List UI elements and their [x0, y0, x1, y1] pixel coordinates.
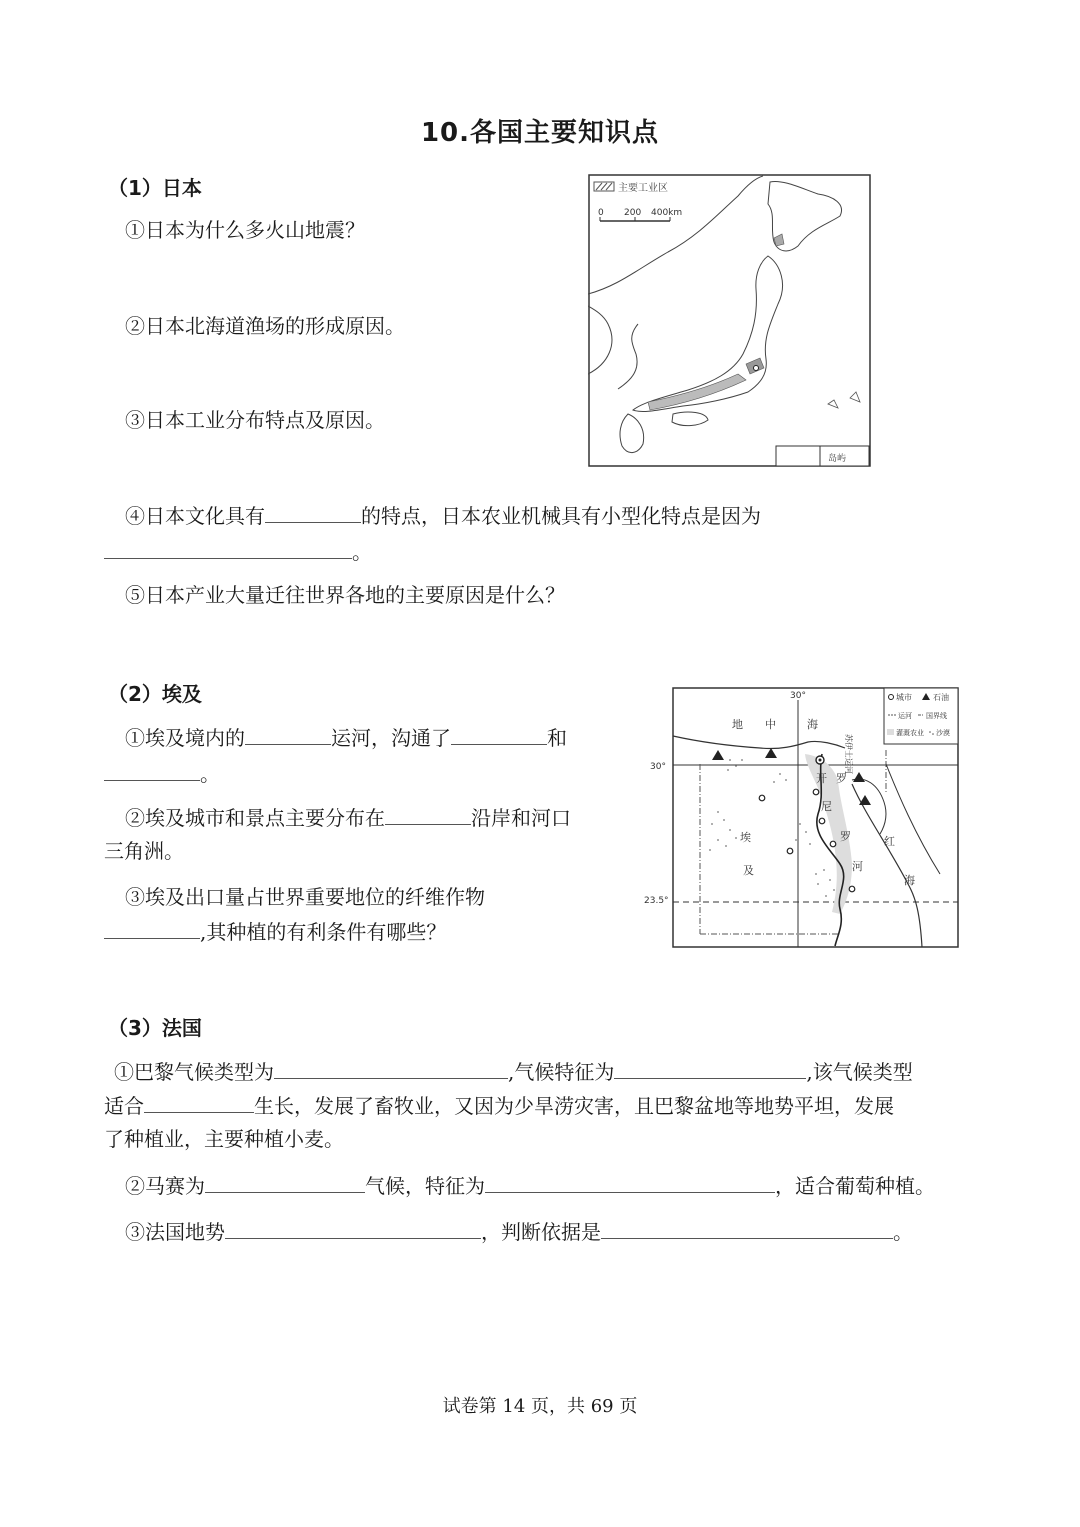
section-heading-egypt: （2）埃及 [108, 682, 202, 706]
legend-canal: 运河 [898, 712, 912, 720]
inset-label: 岛屿 [828, 454, 847, 464]
inset-box [776, 446, 869, 466]
legend-oil: 石油 [933, 693, 949, 702]
answer-blank[interactable] [205, 1170, 365, 1193]
japan-question-2: ②日本北海道渔场的形成原因。 [125, 314, 405, 338]
egypt-q2-text-a: ②埃及城市和景点主要分布在 [125, 806, 385, 830]
river-label-ni: 尼 [821, 800, 832, 813]
japan-q4-text-a: ④日本文化具有 [125, 504, 265, 528]
egypt-question-2-continued: 三角洲。 [104, 839, 184, 863]
answer-blank[interactable] [144, 1090, 254, 1113]
france-q2-text-a: ②马赛为 [125, 1174, 205, 1198]
map-legend [884, 688, 958, 744]
red-sea-label-hai: 海 [904, 874, 915, 887]
latitude-left-label: 30° [650, 762, 666, 772]
answer-blank[interactable] [601, 1216, 893, 1239]
france-question-1-line-3: 了种植业，主要种植小麦。 [104, 1127, 344, 1151]
japan-map [588, 174, 871, 467]
legend-industrial-label: 主要工业区 [618, 183, 668, 194]
answer-blank[interactable] [104, 758, 200, 781]
egypt-question-3-continued [104, 916, 446, 947]
scale-400: 400km [651, 208, 683, 218]
answer-blank[interactable] [104, 916, 200, 939]
sea-label-hai: 海 [807, 718, 818, 731]
france-question-3 [125, 1216, 913, 1247]
answer-blank[interactable] [265, 500, 361, 523]
legend-irrigation: 灌溉农业 [896, 729, 924, 737]
sea-label-di: 地 [732, 718, 743, 731]
answer-blank[interactable] [614, 1056, 806, 1079]
japan-question-5: ⑤日本产业大量迁往世界各地的主要原因是什么？ [125, 583, 565, 607]
latitude-top-label: 30° [790, 691, 806, 701]
japan-q4-text-b: 的特点，日本农业机械具有小型化特点是因为 [361, 504, 761, 528]
egypt-question-2 [125, 802, 571, 833]
france-q1-text-c: ,该气候类型 [806, 1060, 913, 1084]
scale-200: 200 [624, 208, 642, 218]
city-marker [759, 795, 765, 801]
river-label-he: 河 [852, 860, 863, 873]
scale-0: 0 [598, 208, 604, 218]
legend-city: 城市 [896, 693, 912, 702]
france-q1-text-d: 适合 [104, 1094, 144, 1118]
france-q1-text-a: ①巴黎气候类型为 [114, 1060, 274, 1084]
answer-blank[interactable] [104, 536, 352, 559]
answer-blank[interactable] [274, 1056, 508, 1079]
page-footer: 试卷第 14 页，共 69 页 [442, 1396, 638, 1417]
france-q1-text-b: ,气候特征为 [508, 1060, 615, 1084]
sea-label-zhong: 中 [765, 718, 776, 731]
japan-question-3: ③日本工业分布特点及原因。 [125, 408, 385, 432]
city-label-luo: 罗 [836, 772, 847, 785]
france-q3-text-b: ，判断依据是 [481, 1220, 601, 1244]
egypt-q1-text-c: 和 [547, 726, 567, 750]
city-label-kai: 开 [816, 772, 827, 785]
answer-blank[interactable] [225, 1216, 481, 1239]
city-marker [830, 841, 836, 847]
answer-blank[interactable] [451, 722, 547, 745]
egypt-question-1-continued [104, 758, 220, 789]
france-q2-text-c: ，适合葡萄种植。 [775, 1174, 935, 1198]
city-marker [787, 848, 793, 854]
france-question-2 [125, 1170, 935, 1201]
japan-question-4-continued [104, 536, 372, 567]
country-label-ai: 埃 [740, 831, 751, 844]
france-question-1 [114, 1056, 913, 1087]
section-heading-france: （3）法国 [108, 1016, 202, 1040]
suez-label: 苏伊士运河 [844, 734, 853, 774]
answer-blank[interactable] [385, 802, 471, 825]
egypt-question-3: ③埃及出口量占世界重要地位的纤维作物 [125, 885, 485, 909]
city-marker [819, 818, 825, 824]
tokyo-marker [754, 366, 759, 371]
river-label-luo: 罗 [840, 830, 851, 843]
egypt-q1-text-b: 运河，沟通了 [331, 726, 451, 750]
egypt-q2-text-b: 沿岸和河口 [471, 806, 571, 830]
france-q3-end: 。 [893, 1220, 913, 1244]
egypt-q1-end: 。 [200, 762, 220, 786]
japan-q4-end: 。 [352, 540, 372, 564]
answer-blank[interactable] [485, 1170, 775, 1193]
answer-blank[interactable] [245, 722, 331, 745]
egypt-q1-text-a: ①埃及境内的 [125, 726, 245, 750]
egypt-question-1 [125, 722, 567, 753]
tropic-label: 23.5° [644, 896, 669, 906]
legend-desert: 沙漠 [936, 729, 950, 737]
city-marker [813, 789, 819, 795]
red-sea-label-hong: 红 [884, 835, 895, 848]
japan-question-1: ①日本为什么多火山地震？ [125, 218, 365, 242]
page-title: 10.各国主要知识点 [420, 118, 660, 148]
egypt-map [640, 684, 962, 950]
japan-question-4 [125, 500, 761, 531]
france-q2-text-b: 气候，特征为 [365, 1174, 485, 1198]
france-q1-text-e: 生长，发展了畜牧业，又因为少旱涝灾害，且巴黎盆地等地势平坦，发展 [254, 1094, 894, 1118]
city-marker [849, 886, 855, 892]
section-heading-japan: （1）日本 [108, 176, 202, 200]
egypt-q3-text-b: ,其种植的有利条件有哪些？ [200, 920, 447, 944]
country-label-ji: 及 [743, 864, 754, 877]
legend-border: 国界线 [926, 712, 947, 720]
france-q3-text-a: ③法国地势 [125, 1220, 225, 1244]
france-question-1-line-2 [104, 1090, 894, 1121]
